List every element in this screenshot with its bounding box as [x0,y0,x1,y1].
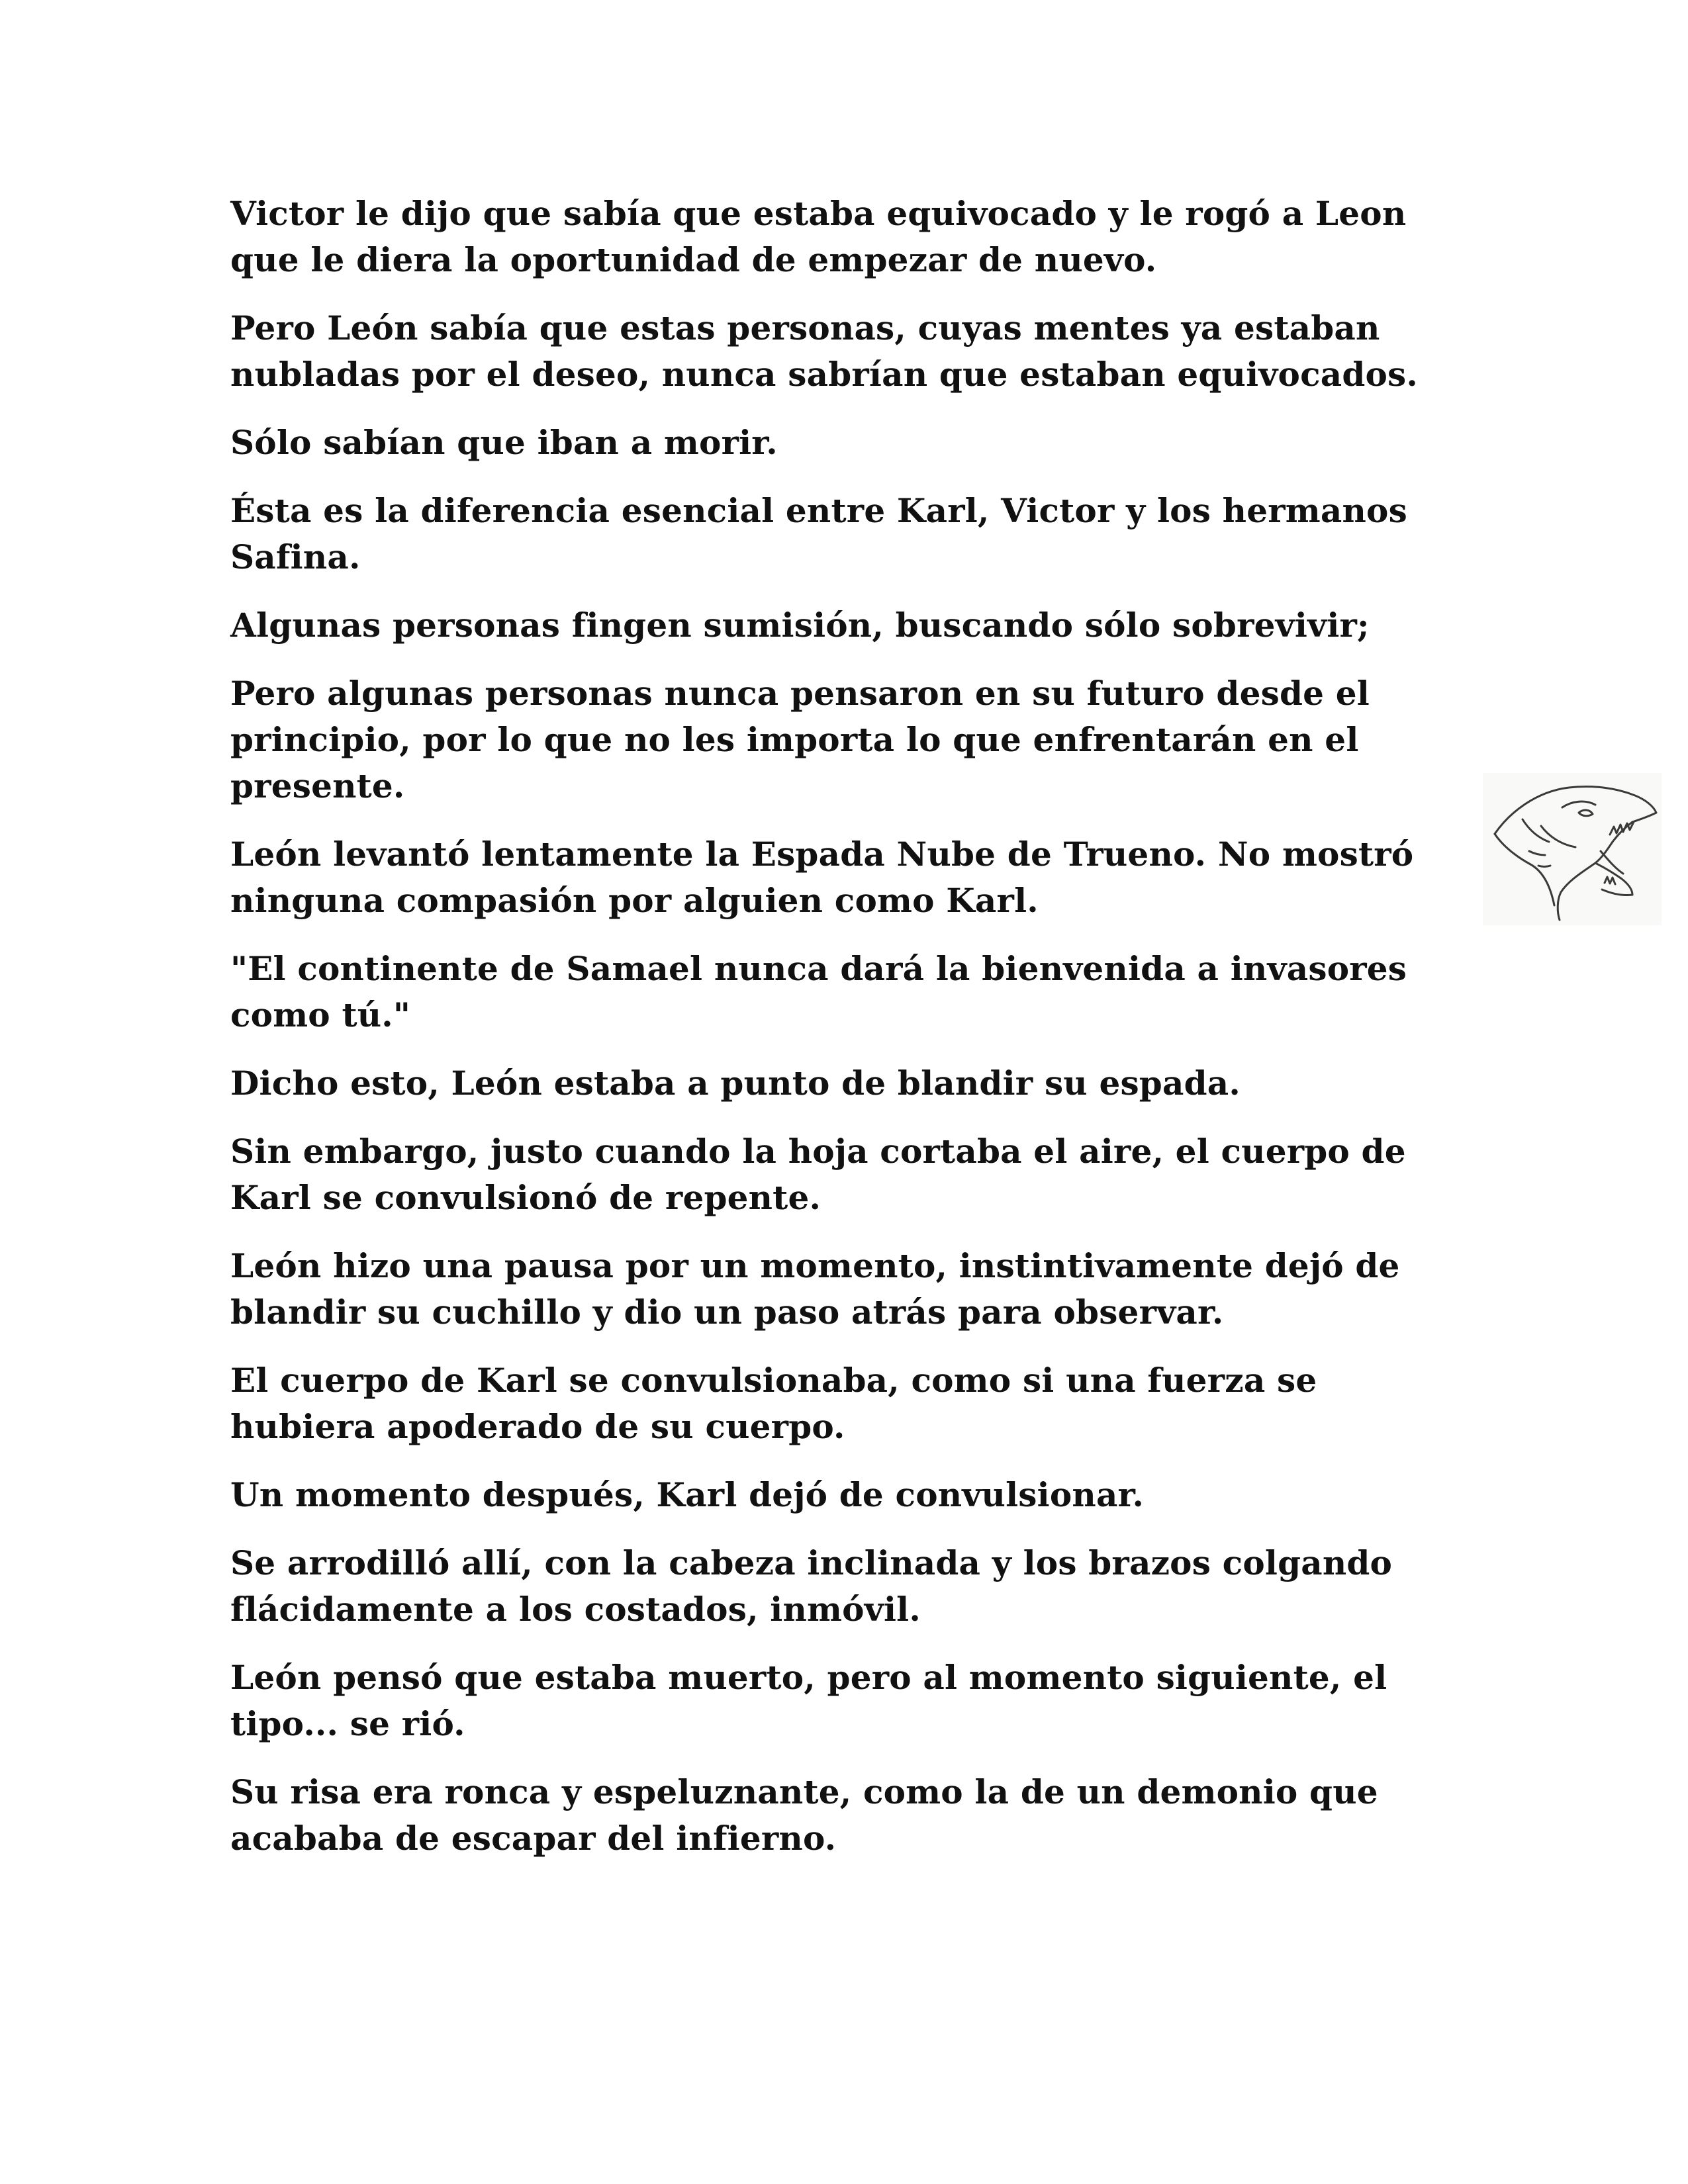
paragraph: Pero algunas personas nunca pensaron en su futuro desde el principio, por lo que no les importa lo que enfrentarán en el presente. [230,674,1370,805]
paragraph: León hizo una pausa por un momento, instintivamente dejó de blandir su cuchillo y dio un paso atrás para observar. [230,1246,1400,1332]
paragraph: Un momento después, Karl dejó de convulsionar. [230,1475,1145,1514]
paragraph: Dicho esto, León estaba a punto de blandir su espada. [230,1064,1241,1103]
paragraph: Algunas personas fingen sumisión, buscando sólo sobrevivir; [230,606,1370,645]
paragraph: Victor le dijo que sabía que estaba equivocado y le rogó a Leon que le diera la oportunidad de empezar de nuevo. [230,194,1407,279]
dinosaur-head-sketch-icon [1483,773,1662,925]
paragraph: Sin embargo, justo cuando la hoja cortaba el aire, el cuerpo de Karl se convulsionó de repente. [230,1132,1406,1217]
paragraph: Su risa era ronca y espeluznante, como la de un demonio que acababa de escapar del infierno. [230,1772,1378,1858]
body-text [230,191,1442,1884]
paragraph: Pero León sabía que estas personas, cuyas mentes ya estaban nubladas por el deseo, nunca sabrían que estaban equivocados. [230,308,1418,394]
paragraph: Se arrodilló allí, con la cabeza inclinada y los brazos colgando flácidamente a los costados, inmóvil. [230,1543,1393,1629]
paragraph: "El continente de Samael nunca dará la bienvenida a invasores como tú." [230,949,1407,1034]
paragraph: León levantó lentamente la Espada Nube de Trueno. No mostró ninguna compasión por alguien como Karl. [230,835,1414,920]
paragraph: Ésta es la diferencia esencial entre Karl, Victor y los hermanos Safina. [230,491,1407,576]
paragraph: León pensó que estaba muerto, pero al momento siguiente, el tipo... se rió. [230,1658,1387,1743]
paragraph: Sólo sabían que iban a morir. [230,423,778,462]
paragraph: El cuerpo de Karl se convulsionaba, como si una fuerza se hubiera apoderado de su cuerpo. [230,1361,1317,1446]
